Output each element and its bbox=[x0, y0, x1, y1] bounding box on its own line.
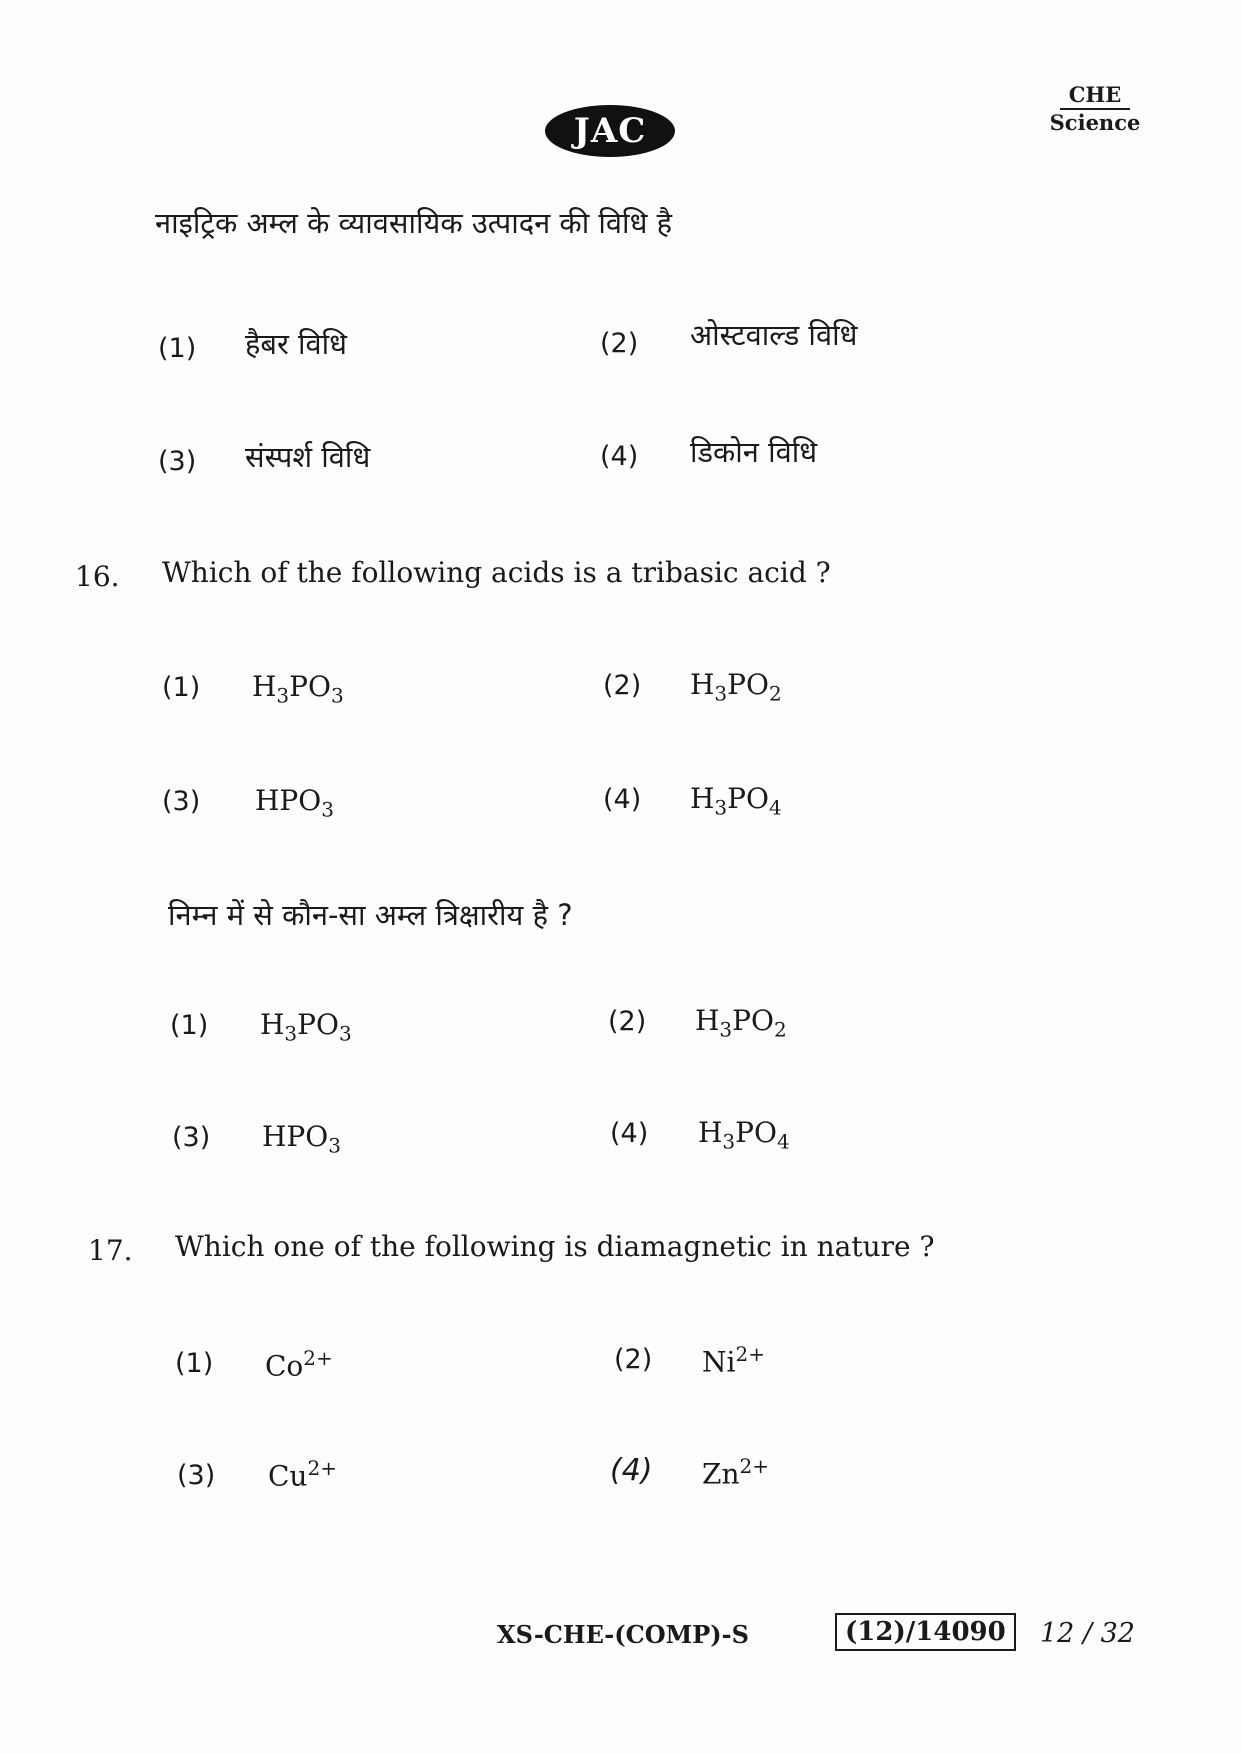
logo-text: JAC bbox=[573, 111, 647, 151]
q17-opt4-num: (4) bbox=[610, 1453, 653, 1488]
q17-opt3-num: (3) bbox=[177, 1460, 216, 1491]
paper-code: XS-CHE-(COMP)-S bbox=[497, 1620, 749, 1649]
q16-en-opt1-num: (1) bbox=[162, 672, 201, 703]
q16-text: Which of the following acids is a tribasic acid ? bbox=[162, 556, 831, 589]
q16-en-opt4-num: (4) bbox=[603, 784, 642, 815]
q16-hindi-text: निम्न में से कौन-सा अम्ल त्रिक्षारीय है ? bbox=[168, 898, 573, 932]
q17-opt3-ion: $Cu^{2+}$ bbox=[268, 1456, 337, 1493]
q16-en-opt2-formula: $H_3PO_2$ bbox=[690, 668, 782, 706]
q16-en-opt4-formula: $H_3PO_4$ bbox=[690, 782, 782, 820]
q16-number: 16. bbox=[75, 560, 120, 593]
paper-serial-box: (12)/14090 bbox=[835, 1613, 1016, 1651]
q15-opt3-num: (3) bbox=[158, 446, 197, 477]
q15-opt1-text: हैबर विधि bbox=[245, 327, 348, 361]
q16-en-opt1-formula: $H_3PO_3$ bbox=[252, 670, 344, 708]
q16-en-opt3-num: (3) bbox=[162, 786, 201, 817]
subject-code-top: CHE bbox=[1060, 82, 1130, 110]
q17-opt4-ion: $Zn^{2+}$ bbox=[702, 1454, 769, 1491]
q16-en-opt2-num: (2) bbox=[603, 670, 642, 701]
q16-hi-opt1-formula: $H_3PO_3$ bbox=[260, 1008, 352, 1046]
q17-text: Which one of the following is diamagnetic in nature ? bbox=[175, 1230, 935, 1263]
q15-opt4-text: डिकोन विधि bbox=[690, 435, 818, 469]
q16-en-opt3-formula: $HPO_3$ bbox=[255, 784, 334, 822]
subject-code bbox=[1040, 82, 1150, 136]
page-number: 12 / 32 bbox=[1040, 1618, 1135, 1649]
q15-opt4-num: (4) bbox=[600, 441, 639, 472]
q17-opt1-ion: $Co^{2+}$ bbox=[265, 1346, 333, 1383]
q15-opt1-num: (1) bbox=[158, 333, 197, 364]
q17-opt2-num: (2) bbox=[614, 1344, 653, 1375]
q16-hi-opt4-num: (4) bbox=[610, 1118, 649, 1149]
q15-opt2-num: (2) bbox=[600, 328, 639, 359]
q15-hindi-text: नाइट्रिक अम्ल के व्यावसायिक उत्पादन की विधि है bbox=[155, 206, 673, 240]
q17-number: 17. bbox=[88, 1234, 133, 1267]
q16-hi-opt1-num: (1) bbox=[170, 1010, 209, 1041]
q16-hi-opt2-formula: $H_3PO_2$ bbox=[695, 1004, 787, 1042]
q17-opt1-num: (1) bbox=[175, 1348, 214, 1379]
q15-opt3-text: संस्पर्श विधि bbox=[245, 440, 371, 474]
q16-hi-opt2-num: (2) bbox=[608, 1006, 647, 1037]
q16-hi-opt4-formula: $H_3PO_4$ bbox=[698, 1116, 790, 1154]
subject-code-bottom: Science bbox=[1049, 110, 1141, 135]
jac-logo bbox=[545, 105, 675, 157]
q17-opt2-ion: $Ni^{2+}$ bbox=[702, 1342, 765, 1379]
q15-opt2-text: ओस्टवाल्ड विधि bbox=[690, 318, 858, 352]
q16-hi-opt3-num: (3) bbox=[172, 1122, 211, 1153]
q16-hi-opt3-formula: $HPO_3$ bbox=[262, 1120, 341, 1158]
